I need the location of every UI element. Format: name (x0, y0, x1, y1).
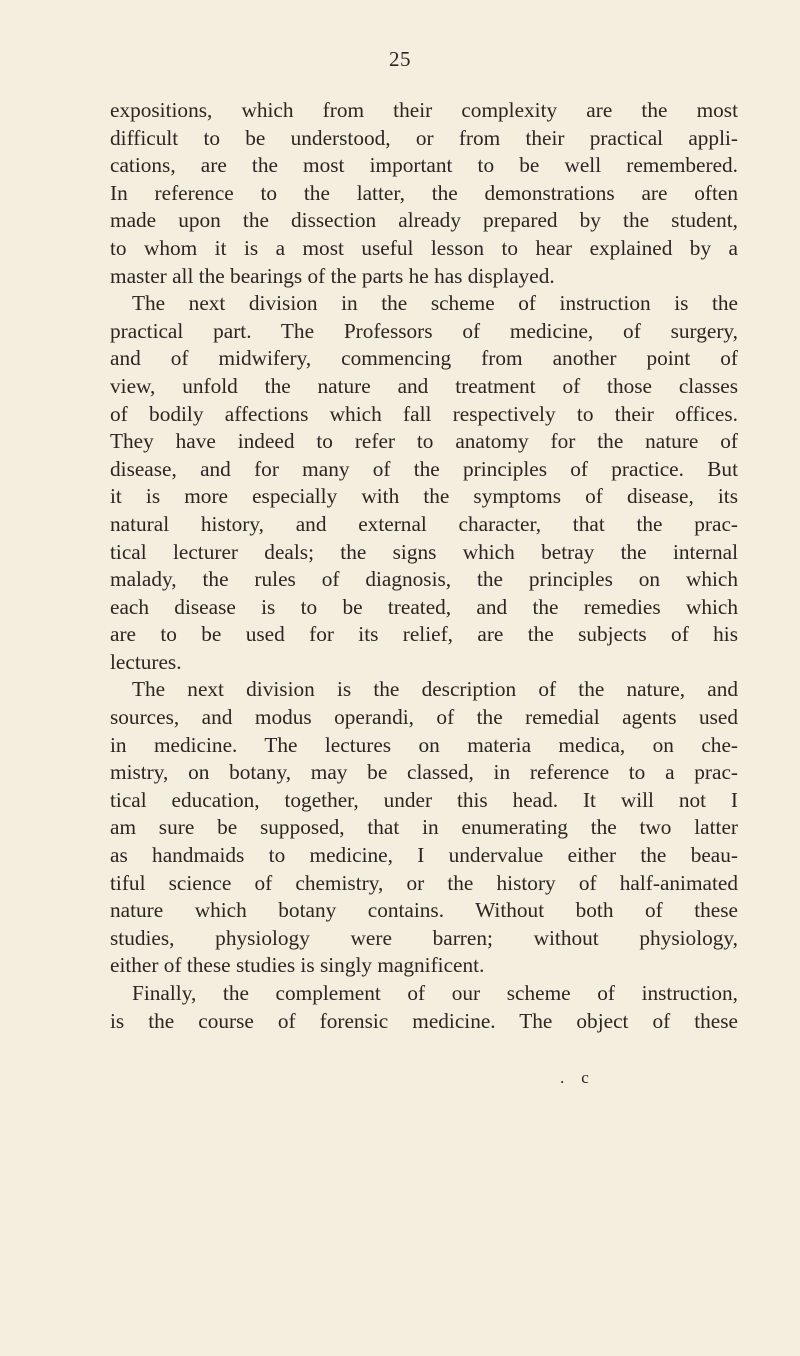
text-line: tiful science of chemistry, or the history of half-animated (110, 870, 738, 895)
signature-mark (560, 1068, 590, 1088)
text-line: They have indeed to refer to anatomy for the nature of (110, 429, 738, 454)
text-line: The next division is the description of the nature, and (132, 677, 738, 702)
text-line: each disease is to be treated, and the remedies which (110, 594, 738, 619)
text-line: The next division in the scheme of instruction is the (132, 291, 738, 316)
text-line: cations, are the most important to be well remembered. (110, 153, 738, 178)
text-line: sources, and modus operandi, of the remedial agents used (110, 705, 738, 730)
text-line: master all the bearings of the parts he has displayed. (110, 263, 555, 288)
text-line: view, unfold the nature and treatment of those classes (110, 373, 738, 398)
text-line: made upon the dissection already prepared by the student, (110, 208, 738, 233)
page-number: 25 (389, 47, 411, 71)
paragraph (110, 290, 738, 676)
text-line: am sure be supposed, that in enumerating the two latter (110, 815, 738, 840)
text-line: malady, the rules of diagnosis, the principles on which (110, 567, 738, 592)
paragraph (110, 97, 738, 290)
text-line: natural history, and external character, that the prac- (110, 511, 738, 536)
text-line: tical education, together, under this head. It will not I (110, 787, 738, 812)
text-line: it is more especially with the symptoms of disease, its (110, 484, 738, 509)
text-line: is the course of forensic medicine. The object of these (110, 1008, 738, 1033)
text-line: as handmaids to medicine, I undervalue either the beau- (110, 843, 738, 868)
text-line: tical lecturer deals; the signs which betray the internal (110, 539, 738, 564)
text-line: practical part. The Professors of medicine, of surgery, (110, 318, 738, 343)
text-line: of bodily affections which fall respectively to their offices. (110, 401, 738, 426)
text-line: mistry, on botany, may be classed, in reference to a prac- (110, 760, 738, 785)
paragraph (110, 980, 738, 1035)
text-line: difficult to be understood, or from their practical appli- (110, 125, 738, 150)
text-line: to whom it is a most useful lesson to hear explained by a (110, 235, 738, 260)
paragraph (110, 676, 738, 980)
text-line: disease, and for many of the principles of practice. But (110, 456, 738, 481)
body-text (110, 97, 738, 1035)
text-line: and of midwifery, commencing from another point of (110, 346, 738, 371)
text-line: are to be used for its relief, are the subjects of his (110, 622, 738, 647)
text-line: In reference to the latter, the demonstrations are often (110, 180, 738, 205)
text-line: studies, physiology were barren; without physiology, (110, 925, 738, 950)
text-line: expositions, which from their complexity are the most (110, 98, 738, 122)
text-line: lectures. (110, 649, 182, 674)
signature-letter: c (581, 1068, 590, 1087)
signature-dot: . (560, 1068, 566, 1087)
text-line: either of these studies is singly magnificent. (110, 953, 485, 978)
text-line: in medicine. The lectures on materia medica, on che- (110, 732, 738, 757)
text-line: nature which botany contains. Without both of these (110, 898, 738, 923)
text-line: Finally, the complement of our scheme of instruction, (132, 981, 738, 1005)
